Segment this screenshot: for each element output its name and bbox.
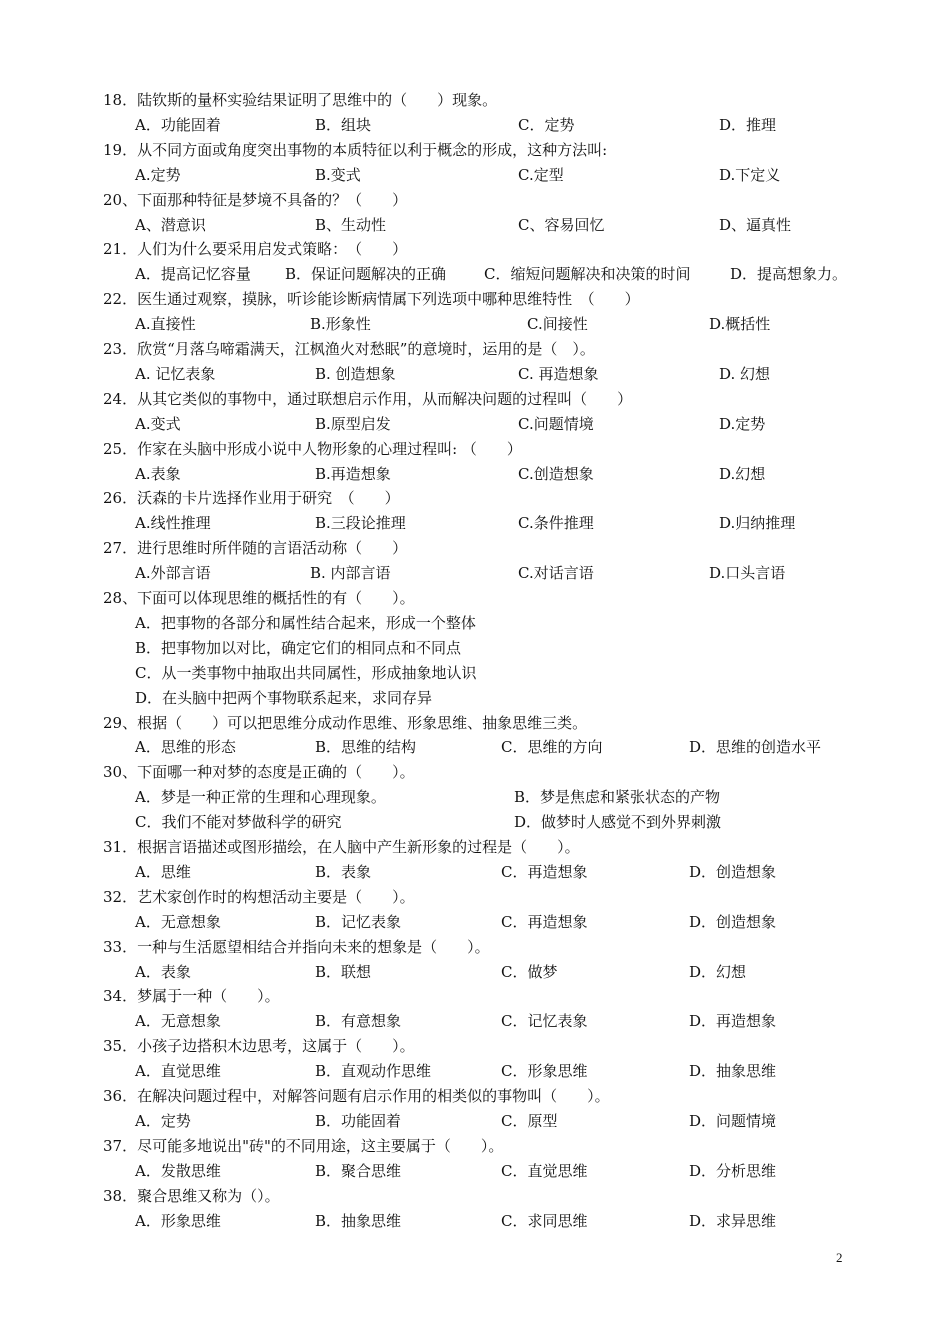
options-row [0, 860, 950, 885]
answer-option: C．思维的方向 [501, 738, 603, 757]
options-row [0, 810, 950, 835]
answer-option: A.线性推理 [135, 514, 211, 533]
answer-option: A.变式 [135, 414, 181, 433]
answer-option: D．创造想象 [689, 912, 777, 931]
answer-option: C．定势 [518, 115, 575, 134]
question-stem: 19．从不同方面或角度突出事物的本质特征以利于概念的形成，这种方法叫: [103, 140, 608, 159]
answer-option: B．保证问题解决的正确 [285, 265, 447, 284]
answer-option: A．思维 [135, 862, 191, 881]
question-stem: 22．医生通过观察，摸脉，听诊能诊断病情属下列选项中哪种思维特性 （ ） [103, 290, 640, 309]
answer-option: B．梦是焦虑和紧张状态的产物 [514, 788, 721, 807]
question-stem: 32．艺术家创作时的构想活动主要是（ ）。 [103, 887, 415, 906]
answer-option: D.归纳推理 [719, 514, 796, 533]
answer-option: C.定型 [518, 165, 564, 184]
answer-option: D．思维的创造水平 [689, 738, 822, 757]
question-stem: 30、下面哪一种对梦的态度是正确的（ ）。 [103, 763, 415, 782]
question-stem: 23．欣赏“月落乌啼霜满天，江枫渔火对愁眠”的意境时，运用的是（ ）。 [103, 340, 595, 358]
answer-option: D．求异思维 [689, 1211, 777, 1230]
answer-option: C．原型 [501, 1111, 558, 1130]
answer-option: D.下定义 [719, 165, 781, 184]
answer-option: D．再造想象 [689, 1012, 777, 1031]
question-stem: 27．进行思维时所伴随的言语活动称（ ） [103, 539, 408, 558]
answer-option: D．问题情境 [689, 1111, 777, 1130]
answer-option: C．求同思维 [501, 1211, 588, 1230]
answer-option: A．思维的形态 [135, 738, 236, 757]
answer-option: D．推理 [719, 115, 777, 134]
answer-option: D.幻想 [719, 464, 766, 483]
answer-option: C．记忆表象 [501, 1012, 588, 1031]
answer-option: D．做梦时人感觉不到外界刺激 [514, 813, 722, 832]
answer-option: B．直观动作思维 [315, 1062, 432, 1081]
answer-option: A．无意想象 [135, 912, 221, 931]
question-stem: 18．陆钦斯的量杯实验结果证明了思维中的（ ）现象。 [103, 91, 498, 109]
answer-option: A．定势 [135, 1111, 191, 1130]
answer-option: B．表象 [315, 862, 372, 881]
question-stem: 25．作家在头脑中形成小说中人物形象的心理过程叫: （ ） [103, 439, 522, 458]
answer-option: D．幻想 [689, 962, 747, 981]
question-stem: 24．从其它类似的事物中，通过联想启示作用，从而解决问题的过程叫（ ） [103, 389, 633, 408]
options-row [0, 910, 950, 935]
options-row [0, 113, 950, 138]
options-row [0, 960, 950, 985]
answer-option: C．我们不能对梦做科学的研究 [135, 813, 342, 832]
question-stem: 37．尽可能多地说出"砖"的不同用途，这主要属于（ ）。 [103, 1136, 504, 1155]
options-row [0, 462, 950, 487]
answer-option: A．功能固着 [135, 115, 221, 134]
answer-option: C.创造想象 [518, 464, 594, 483]
answer-option: B、生动性 [315, 215, 387, 234]
answer-option: B．有意想象 [315, 1012, 402, 1031]
options-row [0, 1159, 950, 1184]
answer-option: A.定势 [135, 165, 181, 184]
answer-option: D.口头言语 [709, 564, 786, 583]
options-row [0, 735, 950, 760]
answer-option: A.外部言语 [135, 564, 211, 583]
answer-option: C.对话言语 [518, 564, 594, 583]
answer-option: A．梦是一种正常的生理和心理现象。 [135, 788, 386, 807]
question-stem: 20、下面那种特征是梦境不具备的？（ ） [103, 190, 408, 209]
answer-option: A．直觉思维 [135, 1062, 221, 1081]
answer-option: C．再造想象 [501, 912, 588, 931]
answer-option: A．表象 [135, 962, 191, 981]
answer-option: D.概括性 [709, 315, 771, 334]
answer-option: B.原型启发 [315, 414, 391, 433]
answer-option: A.表象 [135, 464, 181, 483]
answer-option: A、潜意识 [135, 215, 206, 234]
answer-option: B.形象性 [310, 315, 371, 334]
answer-option: C.问题情境 [518, 414, 594, 433]
question-stem: 29、根据（ ）可以把思维分成动作思维、形象思维、抽象思维三类。 [103, 713, 588, 732]
answer-option: D．创造想象 [689, 862, 777, 881]
answer-option: B. 创造想象 [315, 364, 396, 383]
answer-option: C. 再造想象 [518, 364, 599, 383]
answer-option: B．功能固着 [315, 1111, 402, 1130]
answer-option: C．直觉思维 [501, 1161, 588, 1180]
answer-option: C．形象思维 [501, 1062, 588, 1081]
answer-option: A．提高记忆容量 [135, 265, 251, 284]
options-row [0, 362, 950, 387]
answer-option: B．把事物加以对比，确定它们的相同点和不同点 [135, 638, 462, 657]
options-row [0, 511, 950, 536]
options-row [0, 1009, 950, 1034]
answer-option: D.定势 [719, 414, 766, 433]
answer-option: D、逼真性 [719, 215, 792, 234]
answer-option: B.再造想象 [315, 464, 391, 483]
question-stem: 31．根据言语描述或图形描绘，在人脑中产生新形象的过程是（ ）。 [103, 838, 580, 856]
question-stem: 35．小孩子边搭积木边思考，这属于（ ）。 [103, 1037, 415, 1056]
question-stem: 26．沃森的卡片选择作业用于研究 （ ） [103, 489, 400, 508]
answer-option: B.变式 [315, 165, 361, 184]
question-stem: 38．聚合思维又称为（）。 [103, 1186, 280, 1205]
answer-option: B．聚合思维 [315, 1161, 402, 1180]
options-row [0, 213, 950, 238]
answer-option: A.直接性 [135, 315, 196, 334]
answer-option: C、容易回忆 [518, 215, 605, 234]
answer-option: B．思维的结构 [315, 738, 417, 757]
question-stem: 21．人们为什么要采用启发式策略： （ ） [103, 240, 408, 259]
answer-option: A. 记忆表象 [135, 364, 216, 383]
answer-option: B．联想 [315, 962, 372, 981]
answer-option: A．无意想象 [135, 1012, 221, 1031]
answer-option: D．在头脑中把两个事物联系起来，求同存异 [135, 688, 433, 707]
question-stem: 33．一种与生活愿望相结合并指向未来的想象是（ ）。 [103, 937, 490, 956]
options-row [0, 412, 950, 437]
answer-option: D．提高想象力。 [730, 265, 848, 284]
answer-option: D. 幻想 [719, 364, 771, 383]
answer-option: B．组块 [315, 115, 372, 134]
answer-option: B．抽象思维 [315, 1211, 402, 1230]
answer-option: A．形象思维 [135, 1211, 221, 1230]
question-stem: 28、下面可以体现思维的概括性的有（ ）。 [103, 589, 415, 607]
answer-option: C．从一类事物中抽取出共同属性，形成抽象地认识 [135, 663, 477, 682]
answer-option: C．再造想象 [501, 862, 588, 881]
answer-option: D．分析思维 [689, 1161, 777, 1180]
answer-option: A．发散思维 [135, 1161, 221, 1180]
options-row [0, 1059, 950, 1084]
answer-option: D．抽象思维 [689, 1062, 777, 1081]
answer-option: A．把事物的各部分和属性结合起来，形成一个整体 [135, 613, 476, 632]
answer-option: C．做梦 [501, 962, 558, 981]
answer-option: B.三段论推理 [315, 514, 406, 533]
options-row [0, 561, 950, 586]
answer-option: C．缩短问题解决和决策的时间 [484, 265, 691, 284]
options-row [0, 785, 950, 810]
question-stem: 34．梦属于一种（ ）。 [103, 987, 280, 1006]
options-row [0, 262, 950, 287]
answer-option: C.条件推理 [518, 514, 594, 533]
options-row [0, 1109, 950, 1134]
options-row [0, 163, 950, 188]
answer-option: B. 内部言语 [310, 564, 391, 583]
question-stem: 36．在解决问题过程中，对解答问题有启示作用的相类似的事物叫（ ）。 [103, 1087, 610, 1105]
options-row [0, 1209, 950, 1234]
answer-option: B．记忆表象 [315, 912, 402, 931]
options-row [0, 312, 950, 337]
page-number: 2 [836, 1250, 843, 1265]
answer-option: C.间接性 [527, 315, 588, 334]
